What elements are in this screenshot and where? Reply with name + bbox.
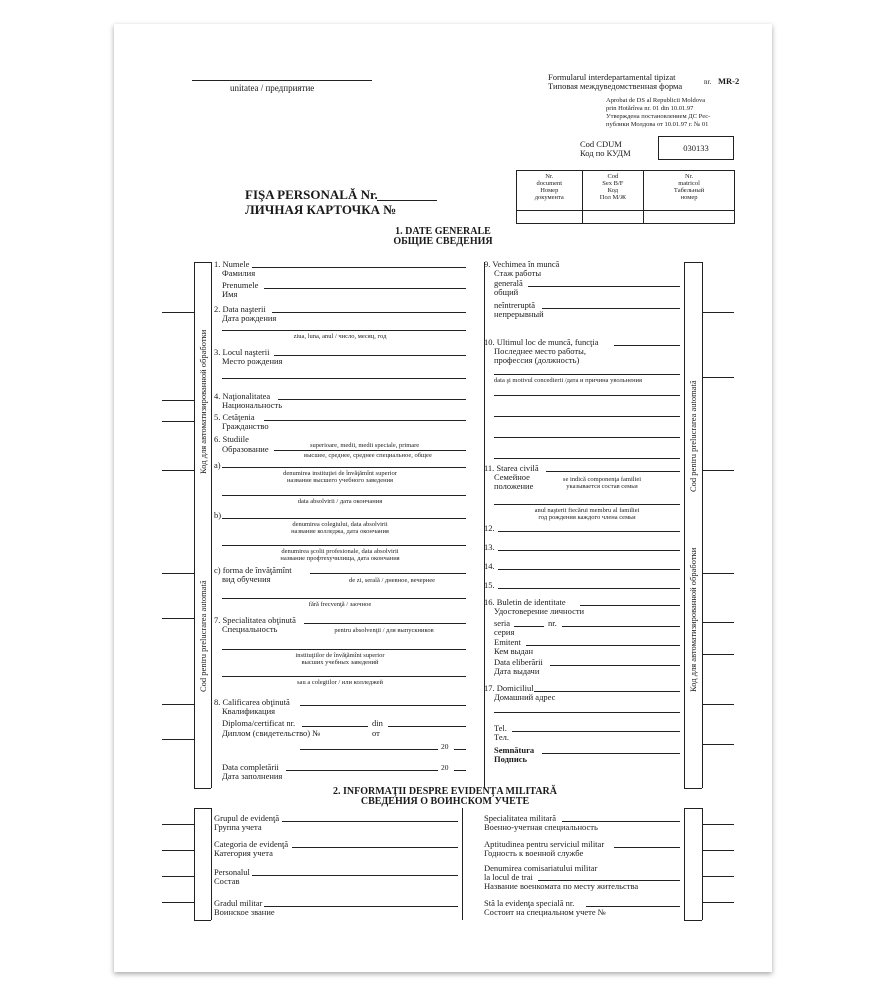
label-citizenship-ru: Гражданство — [222, 421, 269, 431]
left-border-inner — [211, 262, 212, 788]
label-firstname-ru: Имя — [222, 289, 238, 299]
cod-cdum-ro: Cod CDUM — [580, 139, 622, 149]
label-phone-ro: Tel. — [494, 723, 507, 733]
label-phone-ru: Тел. — [494, 732, 510, 742]
issuer-field[interactable] — [526, 645, 680, 646]
qualification-field[interactable] — [300, 705, 466, 706]
diploma-number-field[interactable] — [302, 726, 368, 727]
label-issuer-ro: Emitent — [494, 637, 521, 647]
id-number-field[interactable] — [562, 626, 680, 627]
label-12: 12. — [484, 523, 495, 533]
study-form-hint-distance: fără frecvenţă / заочное — [308, 601, 372, 608]
label-last-job-ru-2: профессия (должность) — [494, 355, 580, 365]
id-card-field[interactable] — [580, 605, 680, 606]
graduation-date-field[interactable] — [222, 495, 466, 496]
label-address-ru: Домашний адрес — [494, 692, 556, 702]
cod-cdum-box[interactable] — [658, 136, 734, 160]
label-seniority-continuous-ro: neîntreruptă — [494, 300, 536, 310]
specialty-hint-2: instituţiilor de învăţămînt superior — [295, 652, 385, 659]
section1-title-ro: 1. DATE GENERALE — [395, 226, 491, 237]
label-firstname-ro: Prenumele — [222, 280, 259, 290]
education-hint-ro: superioare, medii, medii speciale, primare — [310, 442, 420, 449]
label-last-job-ro: 10. Ultimul loc de muncă, funcţia — [484, 337, 599, 347]
university-field[interactable] — [222, 467, 466, 468]
label-mil-personnel-ro: Personalul — [214, 867, 250, 877]
issue-date-field[interactable] — [550, 665, 680, 666]
label-completion-date-ru: Дата заполнения — [222, 771, 283, 781]
birthdate-field[interactable] — [272, 312, 466, 313]
family-hint-ro: se indică componenţa familiei — [562, 476, 642, 483]
section1-title-ru: ОБЩИЕ СВЕДЕНИЯ — [393, 236, 493, 247]
label-study-form-ro: c) forma de învăţămînt — [214, 565, 292, 575]
vocational-hint-ru: название профтехучилища, дата окончания — [280, 555, 400, 562]
vocational-hint-ro: denumirea şcolii profesionale, data absolvirii — [281, 548, 399, 555]
side-label-left-bottom: Cod pentru prelucrarea automată — [198, 580, 208, 692]
phone-field[interactable] — [512, 731, 680, 732]
label-mil-office-ro-2: la locul de trai — [484, 872, 533, 882]
label-mil-category-ru: Категория учета — [214, 848, 273, 858]
label-nationality-ru: Национальность — [222, 400, 283, 410]
university-hint-ro: denumirea instituţiei de învăţămînt superior — [283, 470, 397, 477]
study-form-field[interactable] — [310, 573, 466, 574]
label-id-nr: nr. — [548, 618, 557, 628]
label-education-ro: 6. Studiile — [214, 434, 249, 444]
label-birthdate-ru: Дата рождения — [222, 313, 277, 323]
title-ro: FIŞA PERSONALĂ Nr. — [245, 187, 378, 202]
mil-fitness-field[interactable] — [614, 847, 680, 848]
label-education-ru: Образование — [222, 444, 269, 454]
label-signature-ro: Semnătura — [494, 745, 535, 755]
label-address-ro: 17. Domiciliul — [484, 683, 534, 693]
mil-group-field[interactable] — [282, 821, 458, 822]
form-code: MR-2 — [718, 76, 740, 86]
cod-cdum-value: 030133 — [683, 143, 709, 153]
address-field[interactable] — [534, 691, 680, 692]
label-mil-specialty-ro: Specialitatea militară — [484, 813, 556, 823]
label-mil-group-ru: Группа учета — [214, 822, 262, 832]
label-mil-office-ro: Denumirea comisariatului militar — [484, 863, 598, 873]
vocational-school-field[interactable] — [222, 545, 466, 546]
section2-title-ru: СВЕДЕНИЯ О ВОИНСКОМ УЧЕТЕ — [360, 796, 530, 807]
label-mil-rank-ro: Gradul militar — [214, 898, 263, 908]
label-id-card-ro: 16. Buletin de identitate — [484, 597, 566, 607]
label-diploma-from-ru: от — [372, 728, 380, 738]
approval-line-4: публики Молдова от 10.01.97 г. № 01 — [606, 121, 709, 128]
specialty-field[interactable] — [304, 623, 466, 624]
label-series-ro: seria — [494, 618, 511, 628]
label-mil-special-ru: Состоит на специальном учете № — [484, 907, 606, 917]
label-marital-ru-1: Семейное — [494, 472, 530, 482]
signature-field[interactable] — [542, 753, 680, 754]
mil-category-field[interactable] — [292, 847, 458, 848]
label-id-card-ru: Удостоверение личности — [494, 606, 585, 616]
form-type-ro: Formularul interdepartamental tipizat — [548, 72, 676, 82]
surname-field[interactable] — [252, 267, 466, 268]
label-citizenship-ro: 5. Cetăţenia — [214, 412, 255, 422]
side-label-left-top: Код для автоматизированной обработки — [198, 329, 208, 474]
sex-code-cell[interactable] — [582, 211, 644, 224]
label-birthplace-ro: 3. Locul naşterii — [214, 347, 270, 357]
approval-line-3: Утверждена постановлением ДС Рес- — [606, 113, 711, 120]
section2-title-ro: 2. INFORMAŢII DESPRE EVIDENŢA MILITARĂ — [332, 786, 558, 797]
firstname-field[interactable] — [264, 288, 466, 289]
family-hint-ru: указывается состав семьи — [566, 483, 638, 490]
label-marital-ro: 11. Starea civilă — [484, 463, 539, 473]
label-mil-fitness-ru: Годность к военной службе — [484, 848, 584, 858]
label-nationality-ro: 4. Naţionalitatea — [214, 391, 271, 401]
label-14: 14. — [484, 561, 495, 571]
label-qualification-ro: 8. Calificarea obţinută — [214, 697, 290, 707]
label-last-job-ru-1: Последнее место работы, — [494, 346, 586, 356]
specialty-hint-4: sau a colegiilor / или колледжей — [297, 679, 383, 686]
seniority-total-field[interactable] — [528, 286, 680, 287]
college-field[interactable] — [222, 518, 466, 519]
col-sex-code: Cod Sex B/F Код Пол М/Ж — [582, 171, 644, 211]
label-diploma-from-ro: din — [372, 718, 383, 728]
label-diploma-ro: Diploma/certificat nr. — [222, 718, 296, 728]
dismissal-hint: data şi motivul concedierii /дата и причина увольнения — [494, 377, 643, 384]
title-ru: ЛИЧНАЯ КАРТОЧКА № — [245, 202, 397, 217]
year-prefix-2: 20 — [441, 763, 449, 772]
birthplace-field[interactable] — [274, 355, 466, 356]
seniority-continuous-field[interactable] — [542, 308, 680, 309]
document-nr-cell[interactable] — [517, 211, 583, 224]
label-mil-personnel-ru: Состав — [214, 876, 240, 886]
label-issue-date-ru: Дата выдачи — [494, 666, 540, 676]
label-diploma-ru: Диплом (свидетельство) № — [222, 728, 321, 738]
mil-rank-field[interactable] — [264, 906, 458, 907]
education-hint-ru: высшее, среднее, среднее специальное, общее — [304, 452, 432, 459]
unit-label: unitatea / предприятие — [230, 83, 315, 93]
label-mil-office-ru: Название военкомата по месту жительства — [484, 881, 639, 891]
label-mil-special-ro: Stă la evidenţa specială nr. — [484, 898, 575, 908]
side-label-right-top: Cod pentru prelucrarea automată — [688, 380, 698, 492]
label-mil-group-ro: Grupul de evidenţă — [214, 813, 280, 823]
education-field[interactable] — [274, 450, 466, 451]
label-series-ru: серия — [494, 627, 515, 637]
matricol-nr-cell[interactable] — [644, 211, 735, 224]
label-surname-ru: Фамилия — [222, 268, 256, 278]
graduation-date-hint: data absolvirii / дата окончания — [297, 498, 383, 505]
form-nr-prefix: nr. — [704, 78, 712, 86]
label-15: 15. — [484, 580, 495, 590]
label-surname-ro: 1. Numele — [214, 259, 250, 269]
label-birthdate-ro: 2. Data naşterii — [214, 304, 266, 314]
unit-line — [192, 80, 372, 81]
header-codes-table — [516, 170, 735, 224]
college-hint-ro: denumirea colegiului, data absolvirii — [292, 521, 388, 528]
approval-line-1: Aprobat de DS al Republicii Moldova — [606, 97, 706, 104]
form-type-ru: Типовая междуведомственная форма — [548, 81, 683, 91]
label-completion-date-ro: Data completării — [222, 762, 279, 772]
completion-date-field[interactable] — [286, 770, 438, 771]
approval-line-2: prin Hotărîrea nr. 01 din 10.01.97 — [606, 105, 694, 112]
label-13: 13. — [484, 542, 495, 552]
label-study-form-ru: вид обучения — [222, 574, 271, 584]
label-birthplace-ru: Место рождения — [222, 356, 283, 366]
diploma-date-field[interactable] — [388, 726, 466, 727]
field-13[interactable] — [498, 550, 680, 551]
birthdate-hint: ziua, luna, anul / число, месяц, год — [293, 333, 387, 340]
label-seniority-total-ro: generală — [494, 278, 523, 288]
form-sheet — [114, 24, 772, 972]
college-hint-ru: название колледжа, дата окончания — [291, 528, 389, 535]
label-mil-specialty-ru: Военно-учетная специальность — [484, 822, 598, 832]
right-border-outer — [702, 262, 703, 788]
label-seniority-ru: Стаж работы — [494, 268, 542, 278]
title-nr-line[interactable] — [377, 200, 437, 201]
label-mil-category-ro: Categoria de evidenţă — [214, 839, 289, 849]
label-qualification-ru: Квалификация — [222, 706, 276, 716]
cod-cdum-ru: Код по КУДМ — [580, 148, 631, 158]
citizenship-field[interactable] — [264, 420, 466, 421]
label-issue-date-ro: Data eliberării — [494, 657, 543, 667]
left-border-outer — [194, 262, 195, 788]
label-seniority-ro: 9. Vechimea în muncă — [484, 259, 560, 269]
nationality-field[interactable] — [278, 399, 466, 400]
col-document-nr: Nr. document Номер документа — [517, 171, 583, 211]
marital-field[interactable] — [546, 471, 680, 472]
field-14[interactable] — [498, 569, 680, 570]
label-seniority-continuous-ru: непрерывный — [494, 309, 544, 319]
study-form-hint-day: de zi, serală / дневное, вечернее — [348, 577, 436, 584]
label-seniority-total-ru: общий — [494, 287, 519, 297]
family-birth-hint-ro: anul naşterii fiecărui membru al familiei — [534, 507, 640, 514]
mil-personnel-field[interactable] — [252, 875, 458, 876]
last-job-field[interactable] — [614, 345, 680, 346]
series-field[interactable] — [514, 626, 544, 627]
family-birth-hint-ru: год рождения каждого члена семьи — [538, 514, 636, 521]
right-border-inner — [684, 262, 685, 788]
year-prefix-1: 20 — [441, 742, 449, 751]
label-6a: a) — [214, 460, 221, 470]
label-signature-ru: Подпись — [494, 754, 527, 764]
field-15[interactable] — [498, 588, 680, 589]
university-hint-ru: название высшего учебного заведения — [286, 477, 394, 484]
label-marital-ru-2: положение — [494, 481, 534, 491]
label-issuer-ru: Кем выдан — [494, 646, 533, 656]
label-specialty-ro: 7. Specialitatea obţinută — [214, 615, 296, 625]
specialty-hint-1: pentru absolvenţii / для выпускников — [334, 627, 434, 634]
specialty-hint-3: высших учебных заведений — [301, 659, 379, 666]
label-mil-fitness-ro: Aptitudinea pentru serviciul militar — [484, 839, 605, 849]
col-matricol-nr: Nr. matricol Табельный номер — [644, 171, 735, 211]
label-mil-rank-ru: Воинское звание — [214, 907, 275, 917]
side-label-right-bottom: Код для автоматизированной обработки — [688, 547, 698, 692]
label-6b: b) — [214, 510, 222, 520]
field-12[interactable] — [498, 531, 680, 532]
label-specialty-ru: Специальность — [222, 624, 278, 634]
